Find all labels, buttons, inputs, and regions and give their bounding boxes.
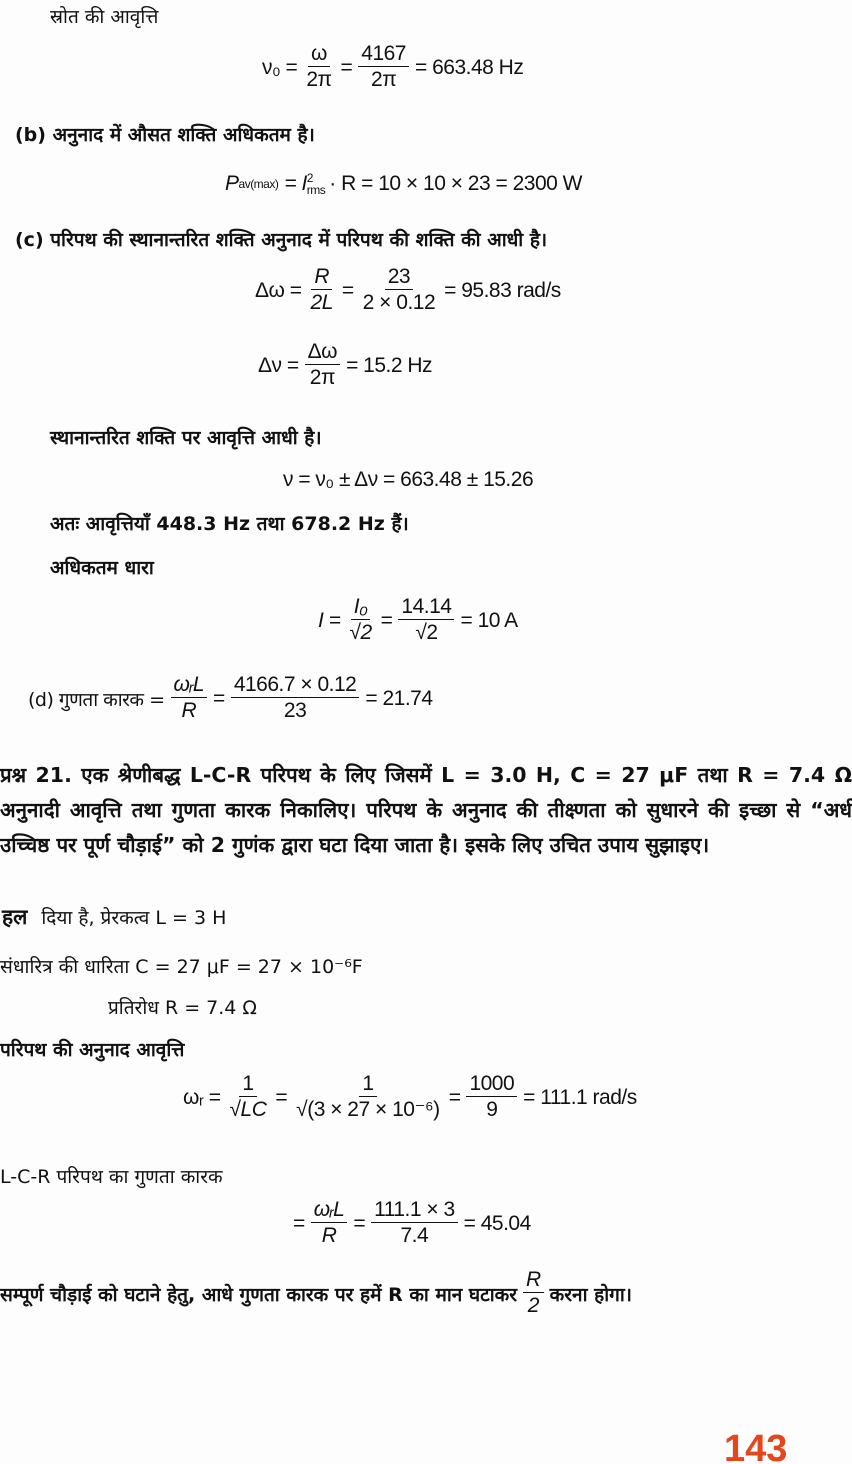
eq-lhs: P (225, 172, 239, 195)
text-line: स्रोत की आवृत्ति (50, 6, 159, 28)
den: √(3 × 27 × 10⁻⁶) (296, 1098, 440, 1121)
eq-lhs: Δω = (255, 278, 302, 302)
equation-resonant-frequency (183, 1072, 637, 1123)
equation-current (318, 595, 518, 646)
eq-sign: = (340, 55, 353, 79)
equation-power (225, 172, 582, 196)
question-21: प्रश्न 21. एक श्रेणीबद्ध L-C-R परिपथ के लिए जिसमें L = 3.0 H, C = 27 μF तथा R = 7.4 Ω अनुनादी आवृत्ति तथा गुणता कारक निकालिए। परिपथ के अनुनाद की तीक्ष्णता को सुधारने की इच्छा से “अर्ध उच्चिष्ठ पर पूर्ण चौड़ाई” को 2 गुणंक द्वारा घटा दिया जाता है। इसके लिए उचित उपाय सुझाइए। (0, 763, 852, 857)
text-line: अतः आवृत्तियाँ 448.3 Hz तथा 678.2 Hz हैं। (50, 513, 409, 535)
den: √LC (229, 1098, 267, 1121)
num: R (523, 1268, 544, 1293)
solution-text: दिया है, प्रेरकत्व L = 3 H (41, 907, 227, 929)
den: √2 (415, 621, 438, 644)
equation-nu: ν = ν₀ ± Δν = 663.48 ± 15.26 (283, 468, 534, 491)
equation-delta-omega (255, 265, 561, 316)
conclusion-text: सम्पूर्ण चौड़ाई को घटाने हेतु, आधे गुणता कारक पर हमें R का मान घटाकर (0, 1283, 517, 1306)
eq-lhs: = (293, 1211, 305, 1235)
num: 1000 (466, 1072, 517, 1097)
den: R (321, 1224, 337, 1247)
eq-result: · R = 10 × 10 × 23 = 2300 W (329, 172, 582, 195)
conclusion-end: करना होगा। (549, 1283, 632, 1306)
equation-quality-factor (28, 673, 433, 724)
conclusion-line (0, 1268, 632, 1319)
text-line: अधिकतम धारा (50, 557, 154, 579)
eq-result: = 663.48 Hz (414, 55, 524, 79)
eq-lhs: I = (318, 608, 341, 632)
text-line: L-C-R परिपथ का गुणता कारक (0, 1166, 223, 1188)
equation-q-value (293, 1198, 531, 1249)
eq-mid: = I (284, 172, 307, 195)
den: 2 × 0.12 (362, 291, 436, 314)
num: ωᵣL (311, 1198, 348, 1223)
eq-result: = 95.83 rad/s (444, 278, 561, 302)
eq-lhs: (d) गुणता कारक = (28, 688, 165, 711)
num: 1 (239, 1072, 256, 1097)
subscript: av(max) (238, 177, 279, 191)
eq-result: = 111.1 rad/s (523, 1085, 637, 1109)
num: ωᵣL (171, 673, 208, 698)
solution-label: हल (2, 905, 28, 929)
num: 23 (385, 265, 413, 290)
eq-sign: = (341, 278, 354, 302)
page-number: 143 (724, 1428, 788, 1464)
solution-line (2, 903, 226, 931)
den: R (181, 699, 197, 722)
eq-sign: = (380, 608, 393, 632)
eq-sign: = (275, 1085, 288, 1109)
num: 1 (359, 1072, 376, 1097)
eq-sign: = (448, 1085, 461, 1109)
den: 9 (486, 1098, 498, 1121)
eq-result: = 45.04 (463, 1211, 531, 1235)
text-line: स्थानान्तरित शक्ति पर आवृत्ति आधी है। (50, 427, 322, 449)
den: 2π (371, 68, 397, 91)
eq-result: = 10 A (460, 608, 518, 632)
num: I₀ (351, 595, 371, 620)
text-line: परिपथ की अनुनाद आवृत्ति (0, 1039, 185, 1061)
den: √2 (349, 621, 372, 644)
den: 2L (310, 291, 333, 314)
eq-sign: = (353, 1211, 366, 1235)
subscript: rms (306, 183, 326, 197)
eq-sign: = (213, 686, 225, 710)
text-line: (c) परिपथ की स्थानान्तरित शक्ति अनुनाद में परिपथ की शक्ति की आधी है। (15, 229, 548, 251)
den: 2π (309, 366, 335, 389)
eq-lhs: ν₀ = (262, 55, 298, 79)
text-line: संधारित्र की धारिता C = 27 μF = 27 × 10⁻⁶F (0, 956, 363, 978)
den: 7.4 (400, 1224, 429, 1247)
num: ω (308, 42, 330, 67)
num: 4166.7 × 0.12 (231, 673, 360, 698)
num: 14.14 (398, 595, 454, 620)
eq-result: = 21.74 (365, 686, 433, 710)
num: R (311, 265, 332, 290)
num: 4167 (358, 42, 409, 67)
den: 2π (306, 68, 332, 91)
eq-result: = 15.2 Hz (346, 353, 433, 377)
den: 2 (527, 1294, 539, 1317)
equation-source-frequency (262, 42, 523, 93)
num: Δω (305, 340, 340, 365)
superscript: 2 (306, 171, 313, 185)
num: 111.1 × 3 (371, 1198, 458, 1223)
text-line: (b) अनुनाद में औसत शक्ति अधिकतम है। (15, 124, 315, 146)
eq-lhs: Δν = (258, 353, 299, 377)
den: 23 (283, 699, 307, 722)
equation-delta-nu (258, 340, 432, 391)
eq-lhs: ωᵣ = (183, 1085, 221, 1109)
text-line: प्रतिरोध R = 7.4 Ω (108, 997, 257, 1019)
